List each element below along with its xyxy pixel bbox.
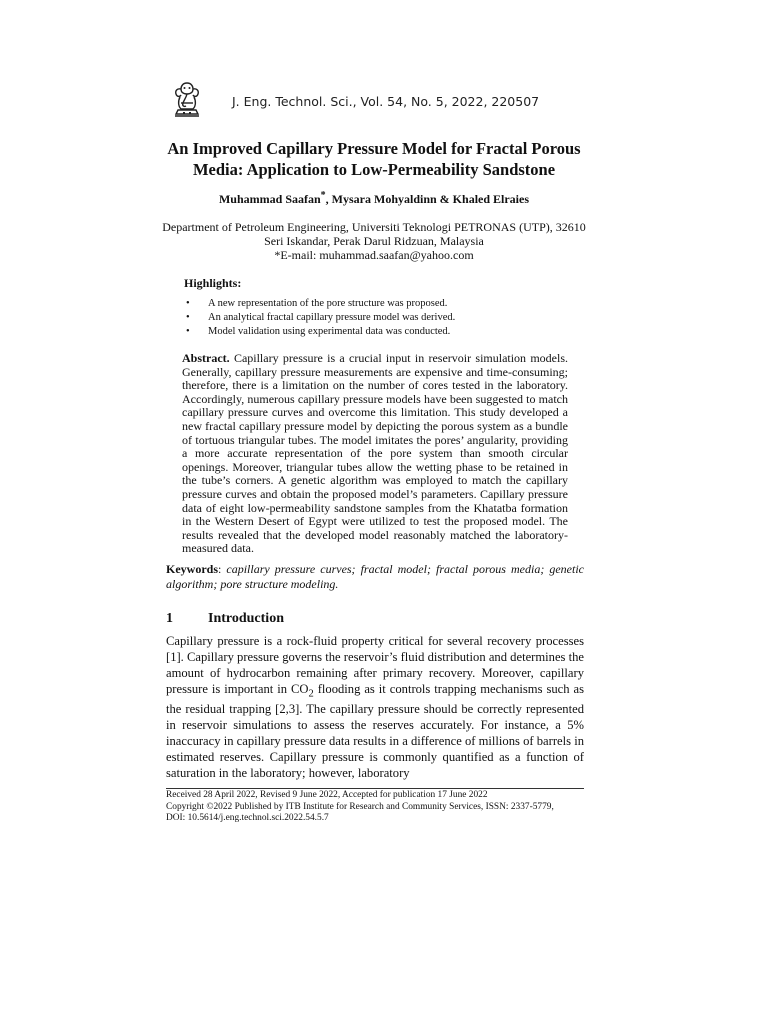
corresponding-email: *E-mail: muhammad.saafan@yahoo.com [274, 248, 474, 262]
subscript-2: 2 [308, 688, 314, 700]
abstract-text: Capillary pressure is a crucial input in reservoir simulation models. Generally, capillary pressure measurements are expensive and time-consuming; therefore, there is a limitation on the number of cores tested in the laboratory. Accordingly, numerous capillary pressure models have been suggested to match capillary pressure curves and overcome this limitation. This study developed a new fractal capillary pressure model by depicting the porous system as a bundle of tortuous triangular tubes. The model imitates the pores’ angularity, providing a more accurate representation of the pore system than smooth circular openings. Moreover, triangular tubes allow the wetting phase to be retained in the tube’s corners. A genetic algorithm was employed to match the capillary pressure curves and obtain the proposed model’s parameters. Capillary pressure data of eight low-permeability sandstone samples from the Khatatba formation in the Western Desert of Egypt were utilized to test the proposed model. The results revealed that the developed model reasonably matched the laboratory-measured data. [182, 351, 569, 556]
ganesha-logo-icon [172, 80, 202, 120]
doi: DOI: 10.5614/j.eng.technol.sci.2022.54.5.7 [166, 813, 329, 824]
highlights-list [184, 297, 455, 339]
keywords: Keywords: capillary pressure curves; fractal model; fractal porous media; genetic algorithm; pore structure modeling. [166, 562, 584, 591]
abstract [182, 352, 568, 556]
title-line-2: Media: Application to Low-Permeability Sandstone [192, 160, 556, 179]
copyright-notice: Copyright ©2022 Published by ITB Institute for Research and Community Services, ISSN: 2337-5779, [166, 801, 554, 812]
affiliation [150, 220, 598, 262]
corresponding-author-mark: * [320, 190, 326, 201]
introduction-body [166, 634, 584, 782]
co-authors: , Mysara Mohyaldinn & Khaled Elraies [325, 192, 530, 206]
affiliation-line-2: Seri Iskandar, Perak Darul Ridzuan, Malaysia [264, 234, 484, 248]
section-title: Introduction [208, 611, 284, 626]
footer-divider [166, 788, 584, 789]
highlight-item: • A new representation of the pore structure was proposed. [184, 297, 455, 311]
highlight-item: • An analytical fractal capillary pressure model was derived. [184, 311, 455, 325]
section-number: 1 [166, 611, 173, 626]
footer [166, 790, 554, 825]
title-line-1: An Improved Capillary Pressure Model for Fractal Porous [167, 139, 581, 158]
affiliation-line-1: Department of Petroleum Engineering, Universiti Teknologi PETRONAS (UTP), 32610 [162, 220, 586, 234]
author-list [150, 190, 598, 207]
section-heading [166, 611, 284, 627]
first-author: Muhammad Saafan [218, 192, 321, 206]
article-title [150, 138, 598, 180]
intro-text-part-2: flooding as it controls trapping mechanisms such as the residual trapping [2,3]. The capillary pressure should be correctly represented in reservoir simulations to assess the reserves accurately. For instance, a 5% inaccuracy in capillary pressure data results in a difference of millions of barrels in estimated reserves. Capillary pressure is commonly quantified as a function of saturation in the laboratory; however, laboratory [166, 681, 584, 780]
keywords-text: capillary pressure curves; fractal model; fractal porous media; genetic algorithm; pore structure modeling. [166, 562, 584, 591]
abstract-label: Abstract. [182, 351, 230, 365]
intro-text-part-1: Capillary pressure is a rock-fluid property critical for several recovery processes [1]. Capillary pressure governs the reservoir’s fluid distribution and determines the amount of hydrocarbon remaining after primary recovery. Moreover, capillary pressure is important in CO [166, 634, 584, 696]
highlights-title: Highlights: [184, 276, 242, 290]
received-dates: Received 28 April 2022, Revised 9 June 2022, Accepted for publication 17 June 2022 [166, 790, 488, 800]
highlight-item: • Model validation using experimental data was conducted. [184, 325, 455, 339]
journal-citation: J. Eng. Technol. Sci., Vol. 54, No. 5, 2022, 220507 [232, 94, 540, 109]
keywords-label: Keywords [166, 562, 218, 576]
